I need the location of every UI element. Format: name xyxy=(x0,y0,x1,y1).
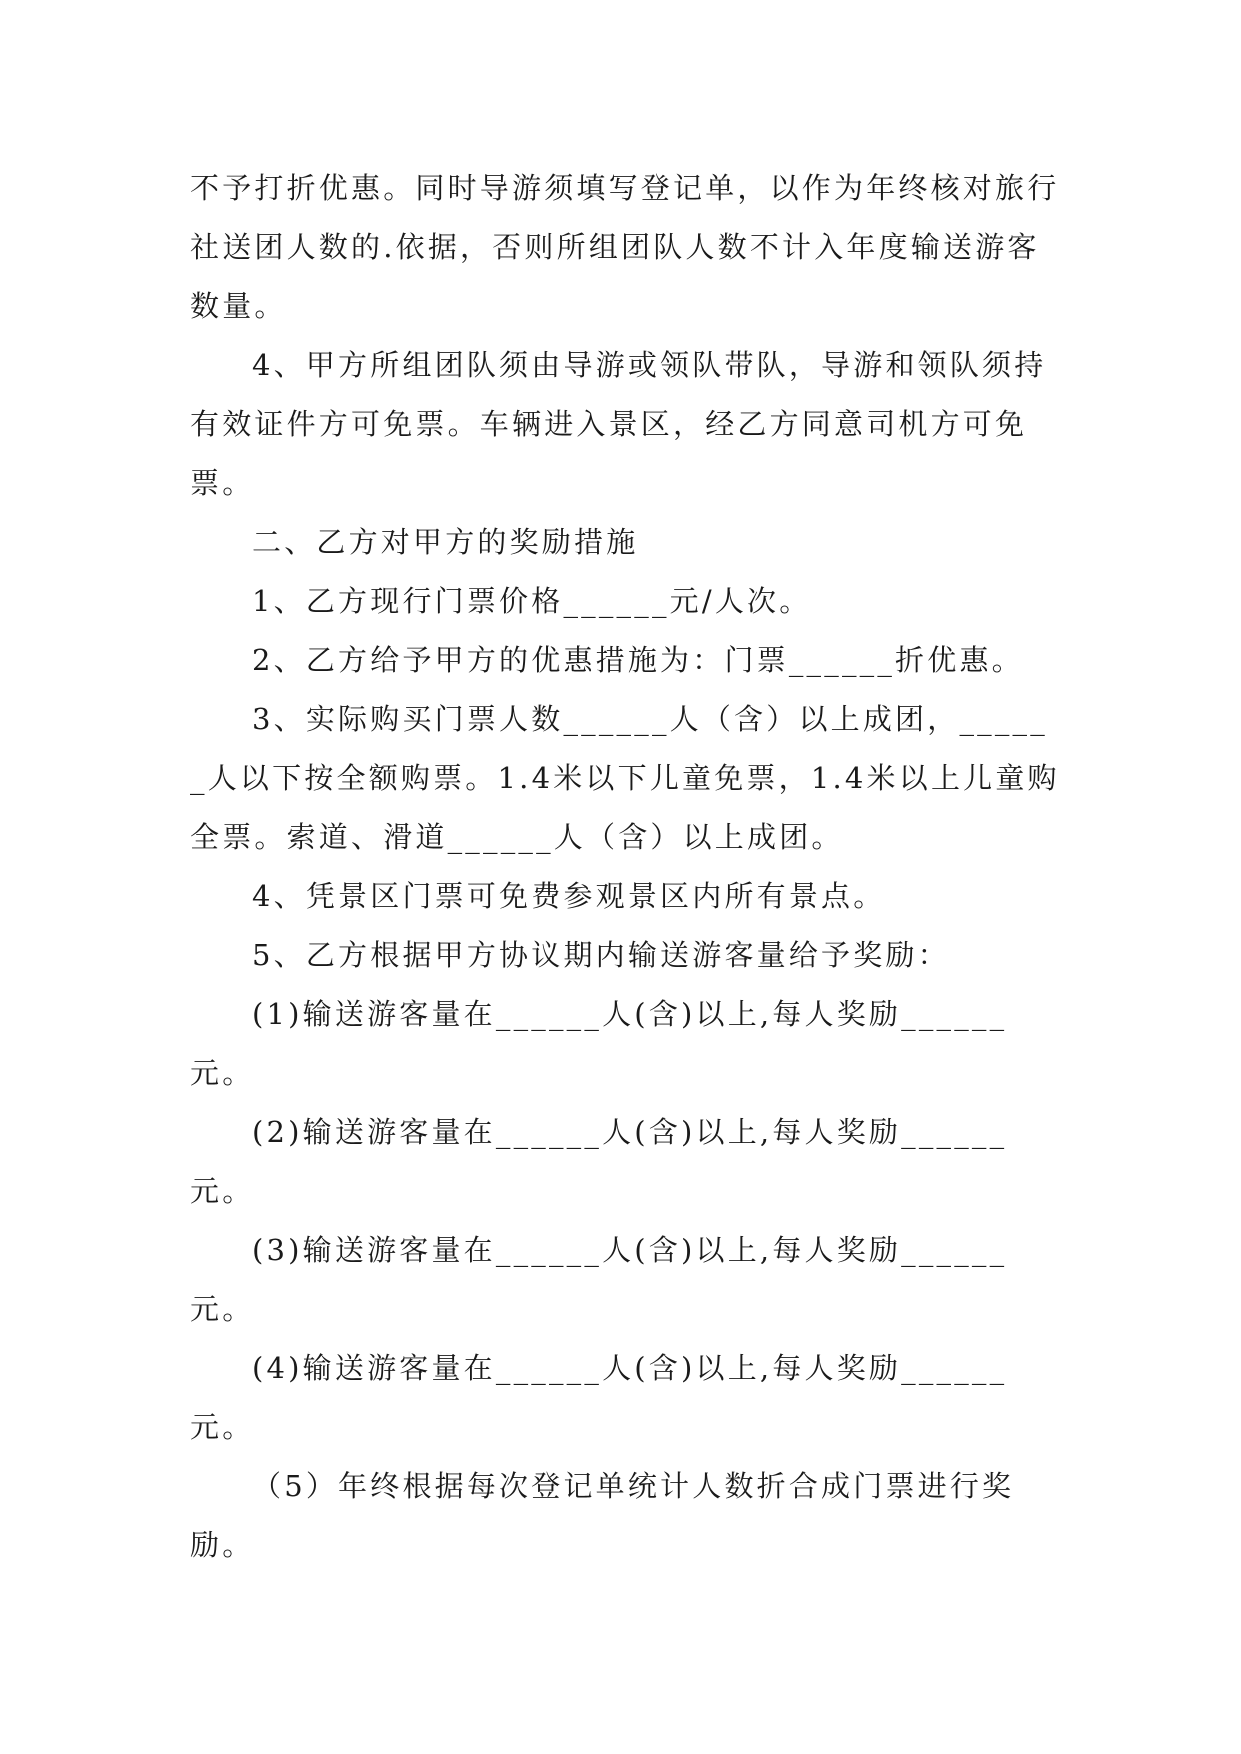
reward-item-2: (2)输送游客量在______人(含)以上,每人奖励______元。 xyxy=(190,1115,1008,1208)
reward-item-1: (1)输送游客量在______人(含)以上,每人奖励______元。 xyxy=(190,997,1008,1090)
section-heading: 二、乙方对甲方的奖励措施 xyxy=(252,525,639,559)
reward-item-5: （5）年终根据每次登记单统计人数折合成门票进行奖励。 xyxy=(190,1469,1015,1562)
document-body xyxy=(190,159,1062,1575)
paragraph-1: 不予打折优惠。同时导游须填写登记单，以作为年终核对旅行社送团人数的.依据，否则所组团队人数不计入年度输送游客数量。 xyxy=(190,171,1060,323)
paragraph-group-rules: 3、实际购买门票人数______人（含）以上成团，______人以下按全额购票。1.4米以下儿童免票，1.4米以上儿童购全票。索道、滑道______人（含）以上成团。 xyxy=(190,702,1060,854)
paragraph-ticket-price: 1、乙方现行门票价格______元/人次。 xyxy=(252,584,812,618)
paragraph-discount: 2、乙方给予甲方的优惠措施为：门票______折优惠。 xyxy=(252,643,1024,677)
reward-item-3: (3)输送游客量在______人(含)以上,每人奖励______元。 xyxy=(190,1233,1008,1326)
paragraph-reward-intro: 5、乙方根据甲方协议期内输送游客量给予奖励： xyxy=(252,938,950,972)
paragraph-free-visit: 4、凭景区门票可免费参观景区内所有景点。 xyxy=(252,879,886,913)
paragraph-2: 4、甲方所组团队须由导游或领队带队，导游和领队须持有效证件方可免票。车辆进入景区，经乙方同意司机方可免票。 xyxy=(190,348,1047,500)
reward-item-4: (4)输送游客量在______人(含)以上,每人奖励______元。 xyxy=(190,1351,1008,1444)
